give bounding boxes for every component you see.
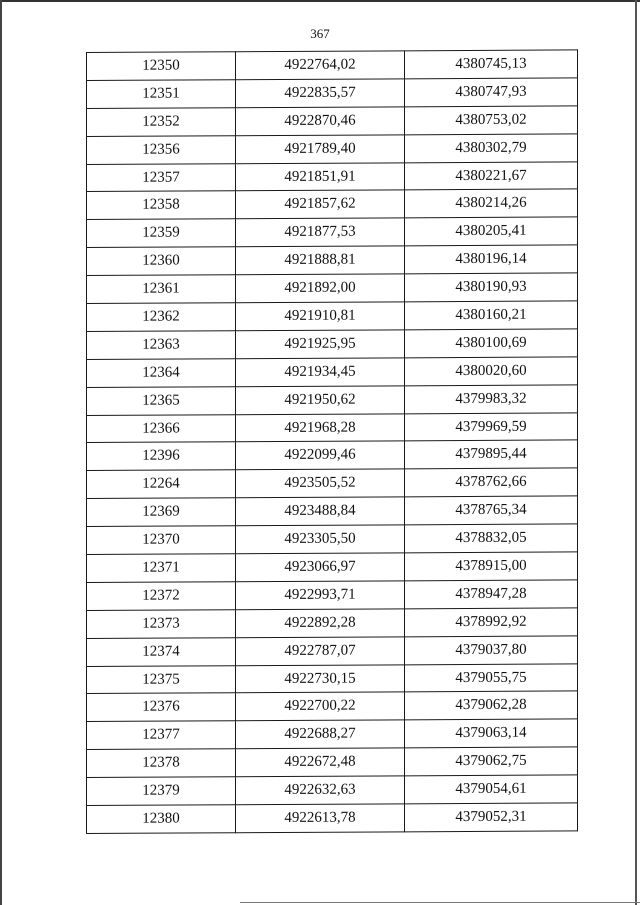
table-row (87, 664, 578, 694)
point-id-cell: 12375 (87, 665, 236, 694)
y-coordinate-cell: 4378765,34 (405, 496, 578, 525)
table-row (87, 552, 578, 582)
table-row (87, 496, 578, 526)
point-id-cell: 12372 (87, 582, 236, 611)
coordinates-table (86, 49, 578, 834)
point-id-cell: 12357 (87, 163, 236, 192)
table-row (87, 803, 578, 833)
x-coordinate-cell: 4922870,46 (236, 107, 405, 136)
point-id-cell: 12373 (87, 610, 236, 639)
x-coordinate-cell: 4922632,63 (236, 776, 405, 805)
table-row (87, 747, 578, 777)
point-id-cell: 12369 (87, 498, 236, 527)
table-row (87, 719, 578, 749)
x-coordinate-cell: 4922099,46 (236, 441, 405, 470)
y-coordinate-cell: 4378947,28 (405, 580, 578, 609)
x-coordinate-cell: 4921934,45 (236, 358, 405, 387)
x-coordinate-cell: 4921950,62 (236, 386, 405, 415)
x-coordinate-cell: 4921910,81 (236, 302, 405, 331)
x-coordinate-cell: 4923488,84 (236, 497, 405, 526)
table-row (87, 106, 578, 136)
x-coordinate-cell: 4922672,48 (236, 748, 405, 777)
table-row (87, 775, 578, 805)
x-coordinate-cell: 4922764,02 (236, 51, 405, 80)
table-row (87, 189, 578, 219)
point-id-cell: 12374 (87, 637, 236, 666)
y-coordinate-cell: 4378992,92 (405, 608, 578, 637)
y-coordinate-cell: 4379969,59 (405, 413, 578, 442)
point-id-cell: 12366 (87, 414, 236, 443)
x-coordinate-cell: 4922892,28 (236, 609, 405, 638)
table-row (87, 78, 578, 108)
y-coordinate-cell: 4380190,93 (405, 273, 578, 302)
point-id-cell: 12360 (87, 247, 236, 276)
x-coordinate-cell: 4921892,00 (236, 274, 405, 303)
table-row (87, 691, 578, 721)
y-coordinate-cell: 4379055,75 (405, 664, 578, 693)
x-coordinate-cell: 4922835,57 (236, 79, 405, 108)
x-coordinate-cell: 4923305,50 (236, 525, 405, 554)
x-coordinate-cell: 4921789,40 (236, 135, 405, 164)
x-coordinate-cell: 4922993,71 (236, 581, 405, 610)
y-coordinate-cell: 4380747,93 (405, 78, 578, 107)
table-row (87, 357, 578, 387)
table-row (87, 413, 578, 443)
y-coordinate-cell: 4380753,02 (405, 106, 578, 135)
y-coordinate-cell: 4378832,05 (405, 524, 578, 553)
y-coordinate-cell: 4379983,32 (405, 385, 578, 414)
point-id-cell: 12396 (87, 442, 236, 471)
table-row (87, 385, 578, 415)
y-coordinate-cell: 4380020,60 (405, 357, 578, 386)
page-number: 367 (310, 26, 330, 41)
point-id-cell: 12351 (87, 80, 236, 109)
point-id-cell: 12352 (87, 107, 236, 136)
point-id-cell: 12358 (87, 191, 236, 220)
table-row (87, 608, 578, 638)
table-row (87, 524, 578, 554)
page-edge-bottom (240, 902, 640, 903)
y-coordinate-cell: 4379063,14 (405, 719, 578, 748)
x-coordinate-cell: 4922730,15 (236, 664, 405, 693)
point-id-cell: 12378 (87, 749, 236, 778)
y-coordinate-cell: 4380302,79 (405, 134, 578, 163)
x-coordinate-cell: 4922700,22 (236, 692, 405, 721)
x-coordinate-cell: 4922787,07 (236, 637, 405, 666)
y-coordinate-cell: 4379054,61 (405, 775, 578, 804)
page-edge-top (0, 0, 640, 2)
y-coordinate-cell: 4379062,75 (405, 747, 578, 776)
y-coordinate-cell: 4379062,28 (405, 691, 578, 720)
x-coordinate-cell: 4921925,95 (236, 330, 405, 359)
table-row (87, 468, 578, 498)
point-id-cell: 12379 (87, 777, 236, 806)
y-coordinate-cell: 4380100,69 (405, 329, 578, 358)
point-id-cell: 12362 (87, 303, 236, 332)
page-edge-left (0, 0, 2, 905)
point-id-cell: 12365 (87, 386, 236, 415)
x-coordinate-cell: 4921888,81 (236, 246, 405, 275)
table-row (87, 636, 578, 666)
table-row (87, 217, 578, 247)
x-coordinate-cell: 4923505,52 (236, 469, 405, 498)
x-coordinate-cell: 4921877,53 (236, 218, 405, 247)
point-id-cell: 12361 (87, 275, 236, 304)
y-coordinate-cell: 4380745,13 (405, 50, 578, 79)
x-coordinate-cell: 4921857,62 (236, 190, 405, 219)
y-coordinate-cell: 4379037,80 (405, 636, 578, 665)
table-row (87, 440, 578, 470)
coordinates-table-body (87, 50, 578, 834)
y-coordinate-cell: 4379895,44 (405, 440, 578, 469)
point-id-cell: 12264 (87, 470, 236, 499)
point-id-cell: 12363 (87, 331, 236, 360)
point-id-cell: 12371 (87, 554, 236, 583)
x-coordinate-cell: 4921968,28 (236, 413, 405, 442)
y-coordinate-cell: 4380221,67 (405, 161, 578, 190)
table-row (87, 329, 578, 359)
point-id-cell: 12359 (87, 219, 236, 248)
table-row (87, 273, 578, 303)
y-coordinate-cell: 4380214,26 (405, 189, 578, 218)
x-coordinate-cell: 4921851,91 (236, 162, 405, 191)
x-coordinate-cell: 4922613,78 (236, 804, 405, 833)
point-id-cell: 12370 (87, 526, 236, 555)
point-id-cell: 12356 (87, 135, 236, 164)
table-row (87, 301, 578, 331)
point-id-cell: 12376 (87, 693, 236, 722)
y-coordinate-cell: 4380196,14 (405, 245, 578, 274)
point-id-cell: 12364 (87, 359, 236, 388)
point-id-cell: 12377 (87, 721, 236, 750)
page-edge-right (635, 0, 637, 905)
table-row (87, 580, 578, 610)
table-row (87, 161, 578, 191)
y-coordinate-cell: 4378762,66 (405, 468, 578, 497)
table-row (87, 245, 578, 275)
y-coordinate-cell: 4378915,00 (405, 552, 578, 581)
y-coordinate-cell: 4380160,21 (405, 301, 578, 330)
table-row (87, 134, 578, 164)
point-id-cell: 12380 (87, 805, 236, 834)
x-coordinate-cell: 4923066,97 (236, 553, 405, 582)
y-coordinate-cell: 4380205,41 (405, 217, 578, 246)
table-row (87, 50, 578, 80)
point-id-cell: 12350 (87, 52, 236, 81)
y-coordinate-cell: 4379052,31 (405, 803, 578, 832)
x-coordinate-cell: 4922688,27 (236, 720, 405, 749)
